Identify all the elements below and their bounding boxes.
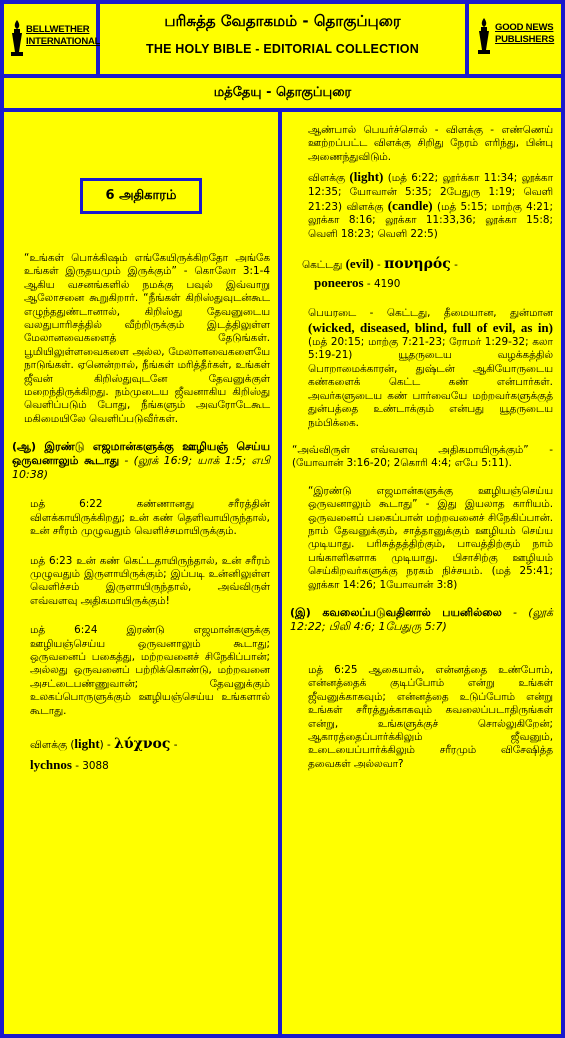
verse-6-25: மத் 6:25 ஆகையால், என்னத்தை உண்போம், என்னத்தைக் குடிப்போம் என்று உங்கள் ஜீவனுக்காகவும்; என்னத்தை உடுப்போம் என்று உங்கள் சரீரத்துக்காகவும் கவலைப்படாதிருங்கள் என்று, உங்களுக்குச் சொல்லுகிறேன்; ஆகாரத்தைப்பார்க்கிலும் ஜீவனும், உடையைப்பார்க்கிலும் சரீரமும் விசேஷித்த தவைகள் அல்லவா?	[308, 663, 553, 770]
lamp-logo-icon	[8, 18, 26, 64]
left-column	[4, 112, 278, 1034]
word-study-lamp	[12, 734, 270, 776]
lamp-greek: λύχνος	[114, 735, 171, 752]
candle-word: (candle)	[387, 198, 433, 214]
subtitle-banner	[4, 78, 561, 108]
lamp-strongs: - 3088	[71, 759, 109, 772]
quote-two-masters: “இரண்டு எஜமான்களுக்கு ஊழியஞ்செய்ய ஒருவனாலும் கூடாது” - இது இயலாத காரியம். ஒருவனைப் பகைப்பான் மற்றவனைச் சிநேகிப்பான். நாம் தேவனுக்கும், சாத்தானுக்கும் ஊழியம் செய்ய முடியாது. பரிசுத்தத்திற்கும், பாவத்திற்கும் நாம் பங்காளிகளாக முடியாது. பிசாசிற்கு ஊழியம் செய்கிறவர்களுக்கு நரகம் நிச்சயம். (மத் 25:41; லூக்கா 14:26; 1யோவான் 3:8)	[308, 484, 553, 591]
lamp-end: -	[170, 738, 178, 751]
section-label: (ஆ)	[12, 440, 36, 454]
lamp-translit: lychnos	[30, 756, 72, 772]
verse-6-23: மத் 6:23 உன் கண் கெட்டதாயிருந்தால், உன் சரீரம் முழுவதும் இருளாயிருக்கும்; இப்படி உன்னிலுள்ள வெளிச்சம் இருளாயிருந்தால், அவ்விருள் எவ்வளவு அதிகமாயிருக்கும்!	[30, 554, 270, 607]
publisher-logo-left	[4, 4, 101, 74]
subtitle: மத்தேயு - தொகுப்புரை	[213, 85, 352, 100]
evil-word: (evil)	[345, 256, 374, 272]
logo-left-line1: BELLWETHER	[26, 24, 90, 35]
logo-right-line2: PUBLISHERS	[495, 34, 555, 45]
section-title: இரண்டு எஜமான்களுக்கு ஊழியஞ் செய்ய ஒருவனாலும் கூடாது	[12, 440, 270, 468]
title-banner	[100, 4, 465, 74]
right-column	[282, 112, 561, 1034]
evil-strongs: - 4190	[363, 278, 401, 291]
lamp-english: light	[74, 735, 100, 751]
evil-pre: கெட்டது	[302, 259, 346, 272]
adj-pre: பெயரடை - கெட்டது, தீமையான, துன்மான	[308, 307, 553, 320]
section-heading-aa	[12, 440, 270, 482]
title-english: THE HOLY BIBLE - EDITORIAL COLLECTION	[146, 42, 419, 56]
adj-words: (wicked, diseased, blind, full of evil, as in)	[308, 319, 553, 335]
publisher-logo-right	[469, 4, 561, 74]
quote-darkness: “அவ்விருள் எவ்வளவு அதிகமாயிருக்கும்” - (யோவான் 3:16-20; 2கொரி 4:4; எபே 5:11).	[292, 443, 553, 470]
verse-6-22: மத் 6:22 கண்ணானது சரீரத்தின் விளக்காயிருக்கிறது; உன் கண் தெளிவாயிருந்தால், உன் சரீரம் முழுவதும் வெளிச்சமாயிருக்கும்.	[30, 498, 270, 538]
lamp-references	[290, 170, 553, 241]
evil-translit: poneeros	[314, 275, 364, 291]
evil-definition	[290, 307, 553, 430]
section-title: கவலைப்படுவதினால் பயனில்லை	[322, 605, 502, 619]
logo-left-line2: INTERNATIONAL	[26, 36, 101, 47]
evil-dash: -	[373, 259, 385, 272]
light-word: (light)	[349, 169, 384, 185]
word-study-evil	[290, 255, 553, 293]
lamp-tamil: விளக்கு (	[30, 738, 75, 751]
lamp-logo-icon	[475, 16, 493, 62]
lamp-definition: ஆண்பால் பெயர்ச்சொல் - விளக்கு - எண்ணெய் ஊற்றப்பட்ட விளக்கு சிறிது நேரம் எரிந்து, பின்பு அணைந்துவிடும்.	[308, 124, 553, 163]
lamp-close: ) -	[99, 738, 115, 751]
section-refs: - (லூக் 16:9; யாக் 1:5; எபி 10:38)	[12, 454, 270, 482]
verse-6-24: மத் 6:24 இரண்டு எஜமான்களுக்கு ஊழியஞ்செய்ய ஒருவனாலும் கூடாது; ஒருவனைப் பகைத்து, மற்றவனைச் சிநேகிப்பான்; அல்லது ஒருவனைப் பற்றிக்கொண்டு, மற்றவனை அசட்டைபண்ணுவான்; தேவனுக்கும் உலகப்பொருளுக்கும் ஊழியஞ்செய்ய உங்களால் கூடாது.	[30, 624, 270, 717]
section-refs: - (லூக் 12:22; பிலி 4:6; 1பேதுரு 5:7)	[290, 605, 553, 633]
candle-refs: (மத் 5:15; மாற்கு 4:21; லூக்கா 8:16; லூக்கா 11:33,36; லூக்கா 15:8; வெளி 18:23; வெளி 22:5)	[308, 201, 553, 240]
section-heading-i	[290, 606, 553, 634]
title-tamil: பரிசுத்த வேதாகமம் - தொகுப்புரை	[164, 12, 401, 30]
intro-paragraph: “உங்கள் பொக்கிஷம் எங்கேயிருக்கிறதோ அங்கே உங்கள் இருதயமும் இருக்கும்” - கொலோ 3:1-4 ஆகிய வசனங்களில் நமக்கு பவுல் இவ்வாறு ஆலோசனை கூறுகிறார். “நீங்கள் கிறிஸ்துவுடன்கூட எழுந்ததுண்டானால், கிறிஸ்து தேவனுடைய வலதுபாரிசத்தில் வீற்றிருக்கும் இடத்திலுள்ள மேலானவைகளைத் தேடுங்கள். பூமியிலுள்ளவைகளை அல்ல, மேலானவைகளையே நாடுங்கள். ஏனென்றால், நீங்கள் மரித்தீர்கள், உங்கள் ஜீவன் கிறிஸ்துவுடனே தேவனுக்குள் மறைந்திருக்கிறது. நம்முடைய ஜீவனாகிய கிறிஸ்து வெளிப்படும் போது, நீங்களும் அவரோடேகூட மகிமையிலே வெளிப்படுவீர்கள்.	[24, 252, 270, 425]
adj-post: (மத் 20:15; மாற்கு 7:21-23; ரோமர் 1:29-32; கலா 5:19-21) யூதருடைய வழக்கத்தில் பொறாமைக்காரன், துஷ்டன் ஆகியோருடைய கண்களைக் கெட்ட கண் என்பார்கள். அவர்களுடைய கண் பார்வையே மற்றவர்களுக்குத் துன்பத்தை உண்டாக்கும் என்பது யூதருடைய நம்பிக்கை.	[308, 336, 553, 429]
chapter-heading: 6 அதிகாரம்	[80, 178, 202, 214]
light-pre: விளக்கு	[308, 172, 350, 185]
section-label: (இ)	[290, 605, 311, 619]
light-refs: (மத் 6:22; லூர்க்கா 11:34; லூக்கா 12:35; யோவான் 5:35; 2பேதுரு 1:19; வெளி 21:23) விளக்கு	[308, 172, 554, 214]
evil-end: -	[450, 259, 458, 272]
logo-right-line1: GOOD NEWS	[495, 22, 554, 33]
evil-greek: πονηρός	[384, 256, 451, 273]
